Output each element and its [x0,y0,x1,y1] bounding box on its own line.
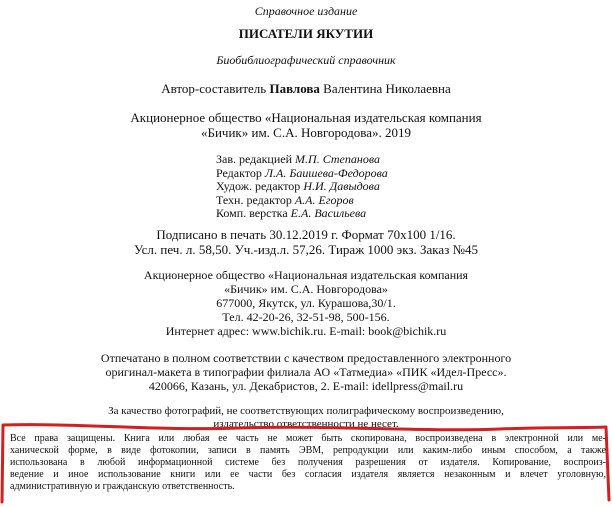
publisher-address-line-4: Тел. 42-20-26, 32-51-98, 500-156. [222,310,390,324]
publisher-address-line-3: 677000, Якутск, ул. Курашова,30/1. [216,296,396,310]
staff-row: Зав. редакцией М.П. Степанова [216,152,380,166]
staff-row: Техн. редактор А.А. Егоров [216,192,354,207]
copyright-line: ханической форме, в виде фотокопии, записи в память ЭВМ, репродукции или каким-либо иным способом, а также [10,445,606,456]
print-info-line-2: Усл. печ. л. 58,50. Уч.-изд.л. 57,26. Тираж 1000 экз. Заказ №45 [133,242,478,257]
edition-type: Справочное издание [254,4,358,18]
staff-row: Редактор Л.А. Баишева-Федорова [216,165,388,180]
printing-line-1: Отпечатано в полном соответствии с качеством предоставленного электронного [100,351,512,365]
staff-row: Комп. верстка Е.А. Васильева [216,206,367,221]
copyright-line: использована в любой информационной системе без получения разрешения от издателя. Копирование, воспроиз- [10,457,606,468]
publisher-line-2: «Бичик» им. С.А. Новгородова». 2019 [201,125,411,140]
disclaimer-line-2: издательство ответственности не несет. [213,418,399,430]
publisher-line-1: Акционерное общество «Национальная издательская компания [130,110,482,125]
book-subtitle: Биобиблиографический справочник [216,53,396,67]
print-info-line-1: Подписано в печать 30.12.2019 г. Формат 70х100 1/16. [156,227,456,242]
disclaimer-line-1: За качество фотографий, не соответствующих полиграфическому воспроизведению, [108,405,504,417]
publisher-address-line-2: «Бичик» им. С.А. Новгородова» [224,282,388,296]
copyright-line: ведение и иное использование книги или ее части без согласия издателя является незаконным и влечет уголовную, [10,469,606,480]
printing-line-2: оригинал-макета в типографии филиала АО «Татмедиа» «ПИК «Идел-Пресс». [105,365,507,379]
publisher-address-line-1: Акционерное общество «Национальная издательская компания [143,268,469,282]
author-name: Валентина Николаевна [323,81,451,96]
staff-row: Худож. редактор Н.И. Давыдова [216,179,380,194]
publisher-contacts: Интернет адрес: www.bichik.ru. E-mail: book@bichik.ru [165,324,447,338]
printing-line-3: 420066, Казань, ул. Декабристов, 2. E-mail: idellpress@mail.ru [148,379,464,393]
copyright-line: Все права защищены. Книга или любая ее часть не может быть скопирована, воспроизведена в электронной или ме- [10,433,606,444]
book-title: ПИСАТЕЛИ ЯКУТИИ [238,26,374,41]
author-surname: Павлова [269,81,320,96]
copyright-line: административную и гражданскую ответственность. [10,481,235,492]
copyright-notice [10,433,606,493]
author-label: Автор-составитель [161,81,267,96]
